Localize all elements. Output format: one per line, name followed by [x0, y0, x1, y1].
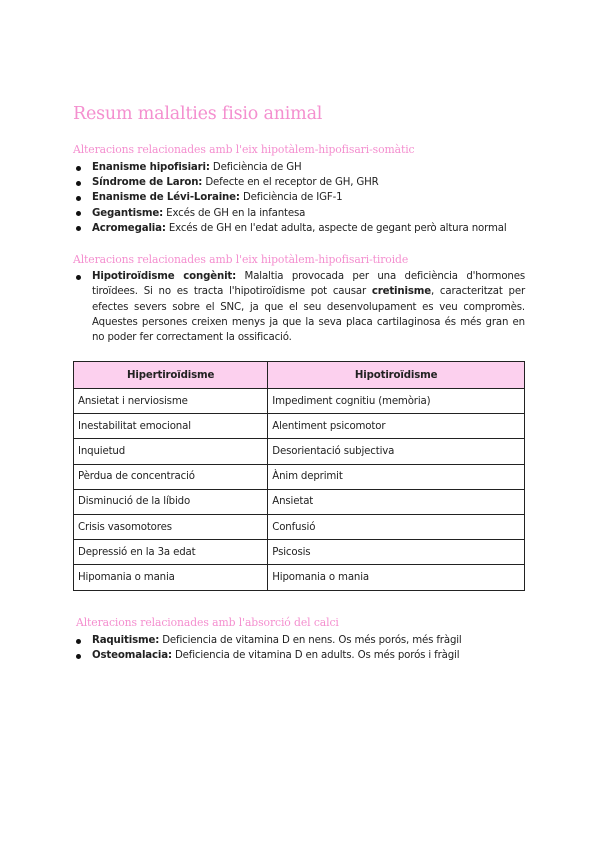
table-row	[74, 414, 525, 439]
table-cell: Confusió	[268, 514, 525, 539]
section-heading-thyroid: Alteracions relacionades amb l'eix hipotàlem-hipofisari-tiroide	[73, 253, 409, 266]
table-header-row	[74, 362, 525, 389]
thyroid-comparison-table	[73, 361, 525, 591]
item-term: Hipotiroïdisme congènit:	[92, 271, 237, 282]
table-cell: Ansietat i nerviosisme	[74, 389, 268, 414]
table-cell: Disminució de la líbido	[74, 489, 268, 514]
thyroid-disorders-list	[73, 269, 525, 345]
list-item	[73, 190, 507, 205]
list-item	[73, 206, 507, 221]
item-text: Deficiència de IGF-1	[239, 192, 343, 204]
table-row	[74, 540, 525, 565]
item-term: Gegantisme:	[92, 207, 164, 219]
table-cell: Pèrdua de concentració	[74, 464, 268, 489]
item-term: Enanisme de Lévi-Loraine:	[92, 192, 240, 204]
table-cell: Inquietud	[74, 439, 268, 464]
item-text-before: Malaltia provocada per una deficiència d'hormones tiroïdees. Si no es tracta l'hipotiroïdisme pot causar	[92, 271, 525, 298]
item-text: Excés de GH en l'edat adulta, aspecte de gegant però altura normal	[165, 222, 507, 234]
somatic-disorders-list	[73, 160, 507, 236]
table-row	[74, 565, 525, 590]
item-text: Defecte en el receptor de GH, GHR	[202, 177, 379, 189]
table-row	[74, 514, 525, 539]
item-term: Enanisme hipofisiari:	[92, 162, 210, 173]
list-item	[73, 633, 462, 648]
list-item	[73, 648, 462, 663]
item-text: Deficiencia de vitamina D en nens. Os més porós, més fràgil	[159, 635, 462, 646]
table-cell: Alentiment psicomotor	[268, 414, 525, 439]
table-cell: Ansietat	[268, 489, 525, 514]
item-term: Síndrome de Laron:	[92, 177, 203, 189]
item-emphasis: cretinisme	[371, 286, 431, 298]
table-cell: Desorientació subjectiva	[268, 439, 525, 464]
item-text: Excés de GH en la infantesa	[163, 207, 306, 219]
table-cell: Depressió en la 3a edat	[74, 540, 268, 565]
item-term: Acromegalia:	[92, 222, 166, 234]
document-title: Resum malalties fisio animal	[73, 104, 323, 124]
item-text: Deficiència de GH	[209, 162, 302, 173]
column-header-hyperthyroidism: Hipertiroïdisme	[74, 362, 268, 389]
table-cell: Impediment cognitiu (memòria)	[268, 389, 525, 414]
list-item	[73, 160, 507, 175]
list-item	[73, 175, 507, 190]
table-row	[74, 489, 525, 514]
table-cell: Ànim deprimit	[268, 464, 525, 489]
item-text-after: , caracteritzat per efectes severs sobre el SNC, ja que el seu desenvolupament es veu compromès. Aquestes persones creixen menys ja que la seva placa cartilaginosa és més gran en no poder fer correctament la ossificació.	[92, 286, 525, 344]
list-item	[73, 221, 507, 236]
table-cell: Hipomania o mania	[74, 565, 268, 590]
table-row	[74, 464, 525, 489]
list-item	[73, 269, 525, 345]
item-term: Osteomalacia:	[92, 650, 172, 662]
table-cell: Crisis vasomotores	[74, 514, 268, 539]
section-heading-calcium: Alteracions relacionades amb l'absorció del calci	[76, 616, 339, 629]
table-cell: Inestabilitat emocional	[74, 414, 268, 439]
table-row	[74, 439, 525, 464]
item-text: Deficiencia de vitamina D en adults. Os més porós i fràgil	[171, 650, 460, 662]
section-heading-somatic: Alteracions relacionades amb l'eix hipotàlem-hipofisari-somàtic	[73, 143, 415, 156]
calcium-disorders-list	[73, 633, 462, 663]
table-cell: Hipomania o mania	[268, 565, 525, 590]
table-row	[74, 389, 525, 414]
item-term: Raquitisme:	[92, 635, 160, 646]
column-header-hypothyroidism: Hipotiroïdisme	[268, 362, 525, 389]
table-cell: Psicosis	[268, 540, 525, 565]
